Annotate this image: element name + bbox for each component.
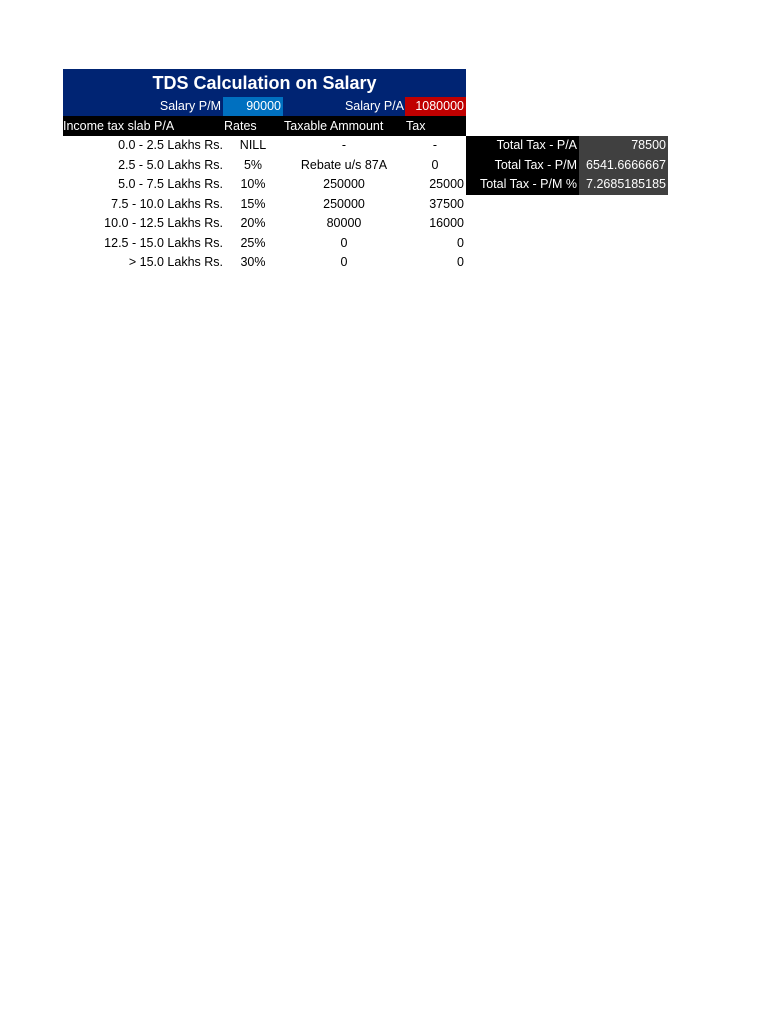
summary-row-total-pa xyxy=(466,136,668,156)
cell-taxable[interactable]: 250000 xyxy=(323,196,365,211)
cell-slab[interactable]: 12.5 - 15.0 Lakhs Rs. xyxy=(104,235,223,250)
salary-pm-label[interactable]: Salary P/M xyxy=(159,99,221,113)
table-row xyxy=(63,175,466,195)
table-header-row xyxy=(63,116,466,136)
salary-pa-label[interactable]: Salary P/A xyxy=(344,99,404,113)
cell-taxable[interactable]: - xyxy=(341,138,347,152)
sheet-title[interactable]: TDS Calculation on Salary xyxy=(63,69,466,97)
cell-tax[interactable]: 16000 xyxy=(429,216,464,230)
table-row xyxy=(63,214,466,234)
summary-row-total-pm xyxy=(466,156,668,176)
summary-row-total-pm-percent xyxy=(466,175,668,195)
table-row xyxy=(63,136,466,156)
cell-rate[interactable]: 25% xyxy=(240,235,266,250)
header-tax[interactable]: Tax xyxy=(406,119,426,133)
cell-rate[interactable]: 15% xyxy=(240,196,266,211)
cell-slab[interactable]: 0.0 - 2.5 Lakhs Rs. xyxy=(118,138,223,152)
cell-tax[interactable]: 0 xyxy=(457,255,464,269)
cell-tax[interactable]: 0 xyxy=(457,235,464,250)
cell-tax[interactable]: 25000 xyxy=(429,177,464,191)
cell-rate[interactable]: 30% xyxy=(240,255,266,269)
cell-slab[interactable]: 2.5 - 5.0 Lakhs Rs. xyxy=(118,157,223,172)
cell-taxable[interactable]: 250000 xyxy=(323,177,365,191)
cell-taxable[interactable]: 0 xyxy=(340,235,348,250)
summary-value[interactable]: 6541.6666667 xyxy=(579,156,668,176)
table-row xyxy=(63,195,466,215)
cell-tax[interactable]: 0 xyxy=(431,157,439,172)
cell-slab[interactable]: 10.0 - 12.5 Lakhs Rs. xyxy=(104,216,223,230)
salary-pa-value[interactable]: 1080000 xyxy=(405,97,466,116)
header-rates[interactable]: Rates xyxy=(224,119,257,133)
cell-slab[interactable]: 5.0 - 7.5 Lakhs Rs. xyxy=(118,177,223,191)
cell-tax[interactable]: 37500 xyxy=(429,196,464,211)
cell-rate[interactable]: 10% xyxy=(240,177,266,191)
cell-slab[interactable]: 7.5 - 10.0 Lakhs Rs. xyxy=(111,196,223,211)
summary-label[interactable]: Total Tax - P/M % xyxy=(466,175,579,195)
table-row xyxy=(63,156,466,176)
cell-rate[interactable]: 5% xyxy=(243,157,263,172)
cell-rate[interactable]: 20% xyxy=(240,216,266,230)
cell-taxable[interactable]: Rebate u/s 87A xyxy=(300,157,388,172)
cell-taxable[interactable]: 0 xyxy=(340,255,348,269)
summary-value[interactable]: 7.2685185185 xyxy=(579,175,668,195)
header-taxable-amount[interactable]: Taxable Ammount xyxy=(284,119,384,133)
cell-slab[interactable]: > 15.0 Lakhs Rs. xyxy=(128,255,223,269)
cell-tax[interactable]: - xyxy=(432,138,438,152)
cell-taxable[interactable]: 80000 xyxy=(326,216,362,230)
summary-label[interactable]: Total Tax - P/M xyxy=(466,156,579,176)
header-income-slab[interactable]: Income tax slab P/A xyxy=(63,119,175,133)
salary-row xyxy=(63,97,466,116)
table-row xyxy=(63,253,466,273)
summary-label[interactable]: Total Tax - P/A xyxy=(466,136,579,156)
salary-pm-input[interactable]: 90000 xyxy=(223,97,283,116)
cell-rate[interactable]: NILL xyxy=(239,138,267,152)
summary-value[interactable]: 78500 xyxy=(579,136,668,156)
table-row xyxy=(63,234,466,254)
